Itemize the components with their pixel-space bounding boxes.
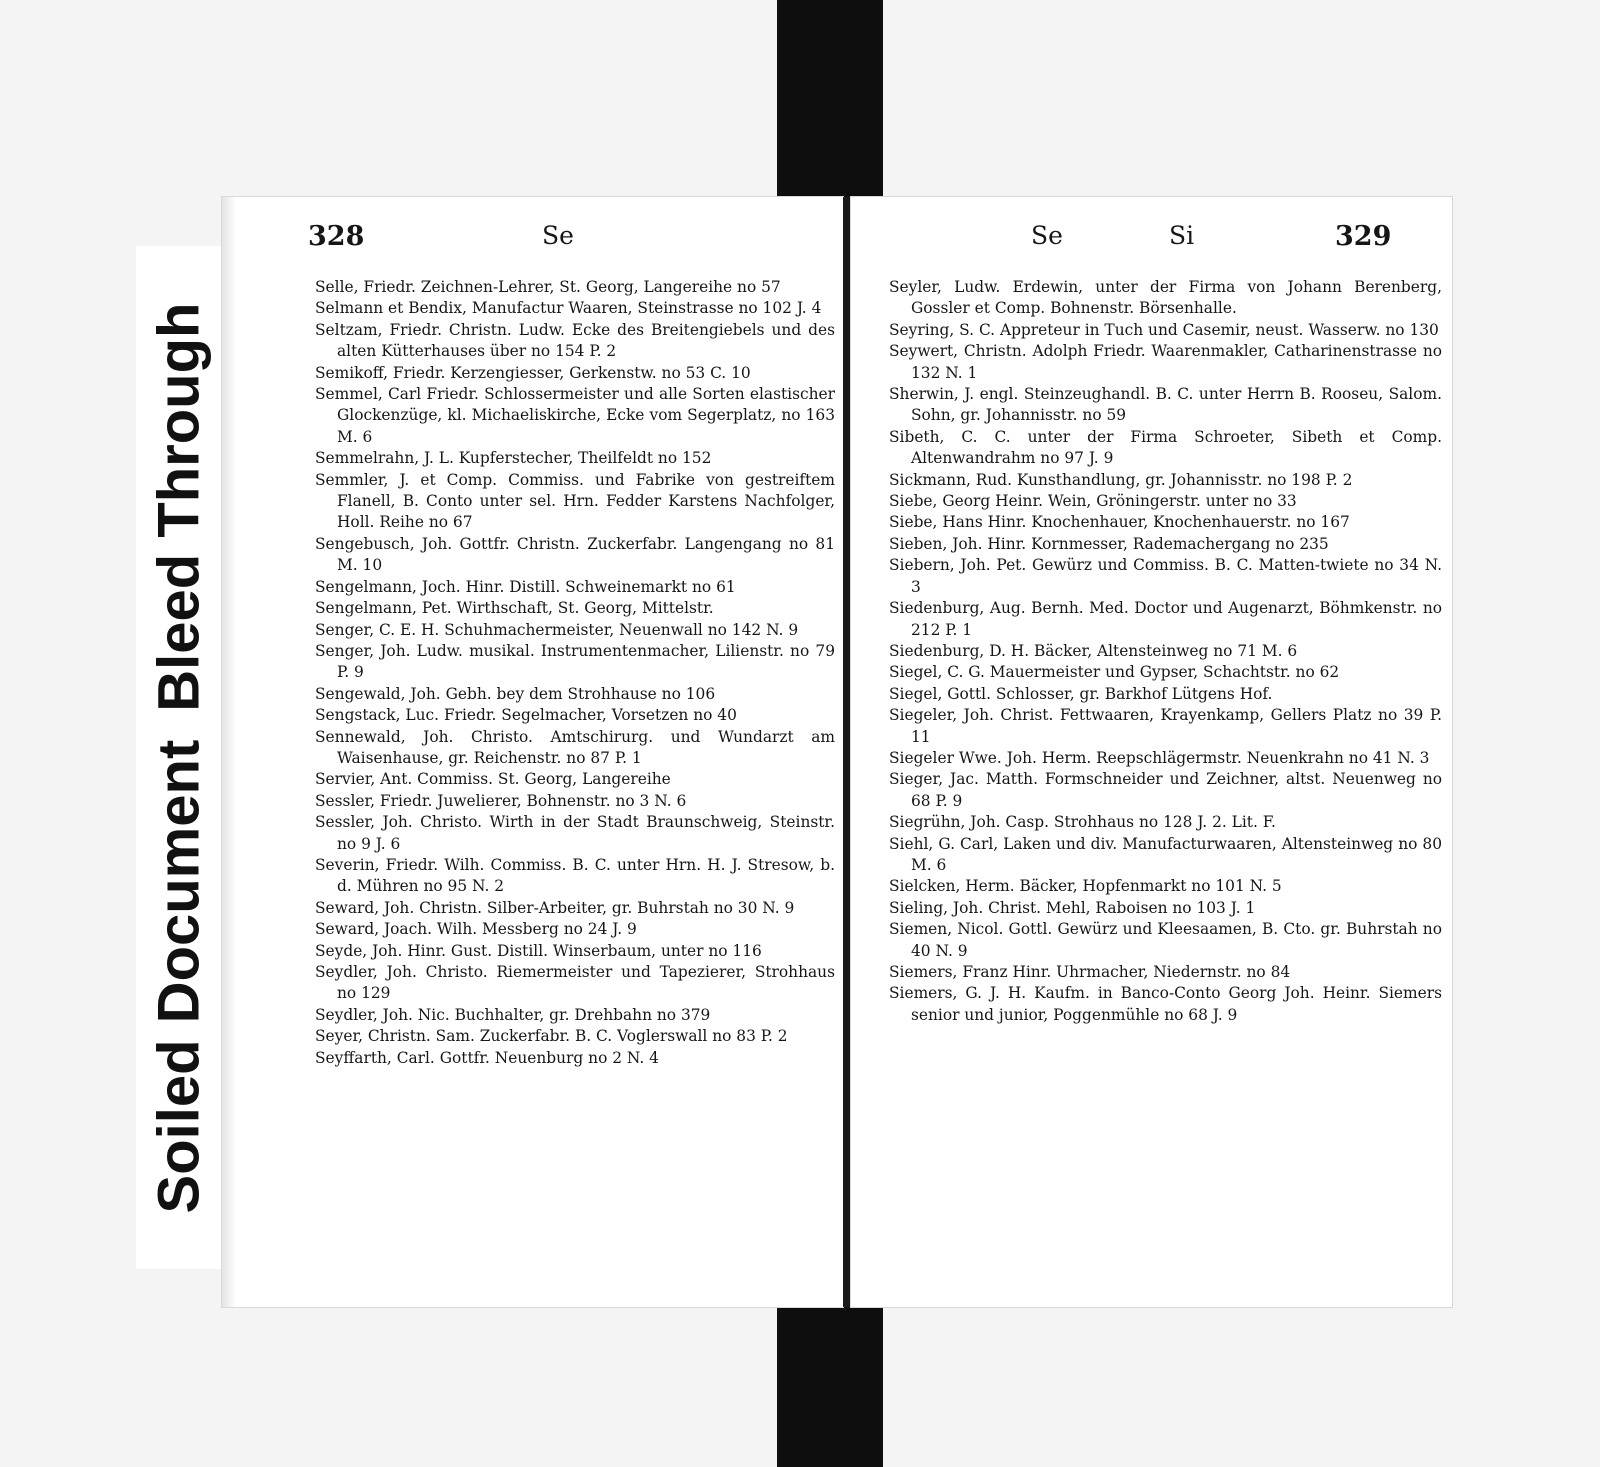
directory-entry: Seyde, Joh. Hinr. Gust. Distill. Winserbaum, unter no 116 bbox=[315, 941, 762, 960]
directory-entry: Seltzam, Friedr. Christn. Ludw. Ecke des Breitengiebels und des alten Kütterhauses über no 154 P. 2 bbox=[315, 320, 835, 361]
directory-entry: Siedenburg, Aug. Bernh. Med. Doctor und Augenarzt, Böhmkenstr. no 212 P. 1 bbox=[889, 599, 1442, 639]
binder-clip-bottom bbox=[777, 1301, 883, 1467]
directory-entry: Sibeth, C. C. unter der Firma Schroeter, Sibeth et Comp. Altenwandrahm no 97 J. 9 bbox=[889, 427, 1442, 468]
directory-entry: Sennewald, Joh. Christo. Amtschirurg. und Wundarzt am Waisenhause, gr. Reichenstr. no 87 P. 1 bbox=[315, 727, 835, 767]
directory-entry: Sengelmann, Pet. Wirthschaft, St. Georg, Mittelstr. bbox=[315, 599, 714, 618]
binder-clip-top bbox=[777, 0, 883, 198]
directory-entry: Senger, C. E. H. Schuhmachermeister, Neuenwall no 142 N. 9 bbox=[315, 620, 799, 639]
directory-entry: Sengebusch, Joh. Gottfr. Christn. Zuckerfabr. Langengang no 81 M. 10 bbox=[315, 534, 835, 575]
page-number-left: 328 bbox=[308, 221, 365, 252]
directory-entry: Sieben, Joh. Hinr. Kornmesser, Rademachergang no 235 bbox=[889, 534, 1329, 553]
left-page bbox=[222, 197, 843, 1307]
directory-entry: Sielcken, Herm. Bäcker, Hopfenmarkt no 101 N. 5 bbox=[889, 877, 1282, 896]
archive-stamp bbox=[136, 246, 222, 1269]
directory-entry: Siemers, Franz Hinr. Uhrmacher, Niedernstr. no 84 bbox=[889, 963, 1291, 981]
directory-entry: Seward, Joh. Christn. Silber-Arbeiter, gr. Buhrstah no 30 N. 9 bbox=[315, 898, 795, 917]
directory-entry: Seyer, Christn. Sam. Zuckerfabr. B. C. Voglerswall no 83 P. 2 bbox=[315, 1027, 788, 1046]
directory-entry: Sessler, Friedr. Juwelierer, Bohnenstr. no 3 N. 6 bbox=[315, 791, 687, 810]
directory-entry: Siegeler, Joh. Christ. Fettwaaren, Krayenkamp, Gellers Platz no 39 P. 11 bbox=[889, 706, 1442, 746]
stamp-word-bleed: Bleed Through bbox=[146, 302, 212, 712]
stamp-word-soiled: Soiled Document bbox=[146, 739, 212, 1213]
book-gutter bbox=[843, 197, 851, 1307]
directory-entry: Sieling, Joh. Christ. Mehl, Raboisen no 103 J. 1 bbox=[889, 898, 1256, 917]
directory-entry: Senger, Joh. Ludw. musikal. Instrumentenmacher, Lilienstr. no 79 P. 9 bbox=[315, 641, 835, 682]
directory-entry: Siegel, Gottl. Schlosser, gr. Barkhof Lütgens Hof. bbox=[889, 684, 1273, 703]
directory-entry: Sengelmann, Joch. Hinr. Distill. Schweinemarkt no 61 bbox=[315, 577, 736, 596]
directory-entry: Siebern, Joh. Pet. Gewürz und Commiss. B. C. Matten-twiete no 34 N. 3 bbox=[889, 556, 1442, 596]
directory-entry: Siemen, Nicol. Gottl. Gewürz und Kleesaamen, B. Cto. gr. Buhrstah no 40 N. 9 bbox=[889, 920, 1442, 960]
directory-entry: Siebe, Hans Hinr. Knochenhauer, Knochenhauerstr. no 167 bbox=[889, 513, 1350, 532]
directory-entry: Servier, Ant. Commiss. St. Georg, Langereihe bbox=[315, 770, 671, 789]
directory-entry: Seydler, Joh. Christo. Riemermeister und Tapezierer, Strohhaus no 129 bbox=[315, 963, 835, 1003]
directory-entry: Semmler, J. et Comp. Commiss. und Fabrike von gestreiftem Flanell, B. Conto unter sel. Hrn. Fedder Karstens Nachfolger, Holl. Reihe no 67 bbox=[315, 470, 835, 532]
directory-entry: Sickmann, Rud. Kunsthandlung, gr. Johannisstr. no 198 P. 2 bbox=[889, 470, 1353, 489]
directory-entry: Siehl, G. Carl, Laken und div. Manufacturwaaren, Altensteinweg no 80 M. 6 bbox=[889, 834, 1442, 874]
directory-entry: Siedenburg, D. H. Bäcker, Altensteinweg no 71 M. 6 bbox=[889, 641, 1298, 660]
directory-entry: Seywert, Christn. Adolph Friedr. Waarenmakler, Catharinenstrasse no 132 N. 1 bbox=[889, 342, 1442, 382]
directory-entry: Siegel, C. G. Mauermeister und Gypser, Schachtstr. no 62 bbox=[889, 663, 1340, 682]
directory-entry: Sengstack, Luc. Friedr. Segelmacher, Vorsetzen no 40 bbox=[315, 706, 737, 725]
book-spread bbox=[222, 197, 1452, 1307]
left-entry-list bbox=[315, 277, 835, 1069]
directory-entry: Siegeler Wwe. Joh. Herm. Reepschlägermstr. Neuenkrahn no 41 N. 3 bbox=[889, 748, 1430, 767]
directory-entry: Selmann et Bendix, Manufactur Waaren, Steinstrasse no 102 J. 4 bbox=[315, 299, 822, 318]
directory-entry: Severin, Friedr. Wilh. Commiss. B. C. unter Hrn. H. J. Stresow, b. d. Mühren no 95 N. 2 bbox=[315, 855, 835, 896]
running-head-right-si: Si bbox=[1169, 221, 1195, 250]
right-page-header bbox=[851, 221, 1452, 261]
right-entry-list bbox=[889, 277, 1442, 1026]
directory-entry: Semmelrahn, J. L. Kupferstecher, Theilfeldt no 152 bbox=[315, 449, 712, 468]
directory-entry: Semmel, Carl Friedr. Schlossermeister und alle Sorten elastischer Glockenzüge, kl. Michaeliskirche, Ecke vom Segerplatz, no 163 M. 6 bbox=[315, 385, 835, 446]
directory-entry: Sessler, Joh. Christo. Wirth in der Stadt Braunschweig, Steinstr. no 9 J. 6 bbox=[315, 813, 835, 853]
directory-entry: Seyffarth, Carl. Gottfr. Neuenburg no 2 N. 4 bbox=[315, 1048, 659, 1067]
running-head-right-se: Se bbox=[1031, 221, 1063, 250]
left-page-header bbox=[222, 221, 843, 261]
directory-entry: Selle, Friedr. Zeichnen-Lehrer, St. Georg, Langereihe no 57 bbox=[315, 278, 781, 296]
directory-entry: Sengewald, Joh. Gebh. bey dem Strohhause no 106 bbox=[315, 684, 716, 703]
running-head-left: Se bbox=[542, 221, 574, 250]
directory-entry: Sieger, Jac. Matth. Formschneider und Zeichner, altst. Neuenweg no 68 P. 9 bbox=[889, 770, 1442, 810]
directory-entry: Siemers, G. J. H. Kaufm. in Banco-Conto Georg Joh. Heinr. Siemers senior und junior, Poggenmühle no 68 J. 9 bbox=[889, 984, 1442, 1024]
page-number-right: 329 bbox=[1335, 221, 1392, 252]
page-stack-edge bbox=[222, 197, 236, 1307]
directory-entry: Seward, Joach. Wilh. Messberg no 24 J. 9 bbox=[315, 920, 637, 939]
stamp-text bbox=[146, 302, 213, 1213]
directory-entry: Semikoff, Friedr. Kerzengiesser, Gerkenstw. no 53 C. 10 bbox=[315, 363, 751, 382]
directory-entry: Seyler, Ludw. Erdewin, unter der Firma von Johann Berenberg, Gossler et Comp. Bohnenstr. Börsenhalle. bbox=[889, 278, 1442, 318]
right-page bbox=[851, 197, 1452, 1307]
directory-entry: Seyring, S. C. Appreteur in Tuch und Casemir, neust. Wasserw. no 130 bbox=[889, 320, 1439, 339]
directory-entry: Sherwin, J. engl. Steinzeughandl. B. C. unter Herrn B. Rooseu, Salom. Sohn, gr. Johannisstr. no 59 bbox=[889, 385, 1442, 425]
directory-entry: Siebe, Georg Heinr. Wein, Gröningerstr. unter no 33 bbox=[889, 492, 1297, 511]
directory-entry: Siegrühn, Joh. Casp. Strohhaus no 128 J. 2. Lit. F. bbox=[889, 813, 1276, 832]
directory-entry: Seydler, Joh. Nic. Buchhalter, gr. Drehbahn no 379 bbox=[315, 1005, 711, 1024]
